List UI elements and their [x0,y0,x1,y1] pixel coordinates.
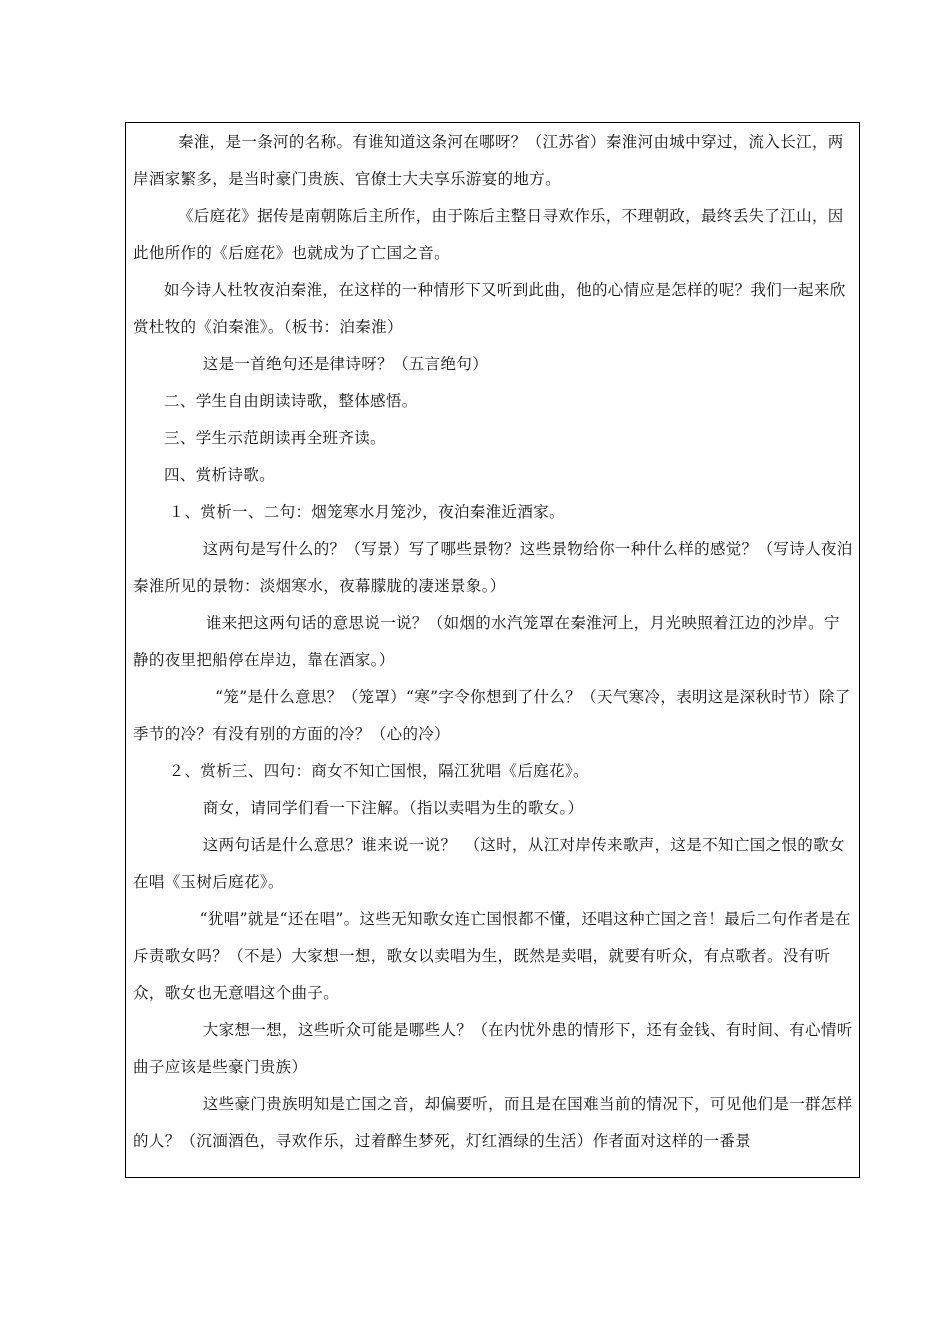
paragraph: 二、学生自由朗读诗歌，整体感悟。 [164,392,418,410]
paragraph: 商女，请同学们看一下注解。（指以卖唱为生的歌女。） [202,799,584,817]
paragraph: 这些豪门贵族明知是亡国之音，却偏要听，而且是在国难当前的情况下，可见他们是一群怎样的人？（沉湎酒色，寻欢作乐，过着醉生梦死，灯红酒绿的生活）作者面对这样的一番景 [133,1095,853,1150]
paragraph: 秦淮，是一条河的名称。有谁知道这条河在哪呀？（江苏省）秦淮河由城中穿过，流入长江，两岸酒家繁多，是当时豪门贵族、官僚士大夫享乐游宴的地方。 [133,133,844,188]
paragraph: 大家想一想，这些听众可能是哪些人？（在内忧外患的情形下，还有金钱、有时间、有心情听曲子应该是些豪门贵族） [133,1021,853,1076]
paragraph: 《后庭花》据传是南朝陈后主所作，由于陈后主整日寻欢作乐，不理朝政，最终丢失了江山，因此他所作的《后庭花》也就成为了亡国之音。 [133,207,844,262]
paragraph: 这两句话是什么意思？谁来说一说？ （这时，从江对岸传来歌声，这是不知亡国之恨的歌女在唱《玉树后庭花》。 [133,836,845,891]
paragraph: 如今诗人杜牧夜泊秦淮，在这样的一种情形下又听到此曲，他的心情应是怎样的呢？我们一起来欣赏杜牧的《泊秦淮》。（板书：泊秦淮） [133,281,846,336]
paragraph: “犹唱”就是“还在唱”。这些无知歌女连亡国恨都不懂，还唱这种亡国之音！最后二句作者是在斥责歌女吗？（不是）大家想一想，歌女以卖唱为生，既然是卖唱，就要有听众，有点歌者。没有听众，歌女也无意唱这个曲子。 [133,910,851,1002]
paragraph: 谁来把这两句话的意思说一说？（如烟的水汽笼罩在秦淮河上，月光映照着江边的沙岸。宁静的夜里把船停在岸边，靠在酒家。） [133,614,840,669]
paragraph: 三、学生示范朗读再全班齐读。 [164,429,386,447]
paragraph: １、赏析一、二句：烟笼寒水月笼沙，夜泊秦淮近酒家。 [168,503,565,521]
paragraph: 四、赏析诗歌。 [164,466,275,484]
paragraph: 这两句是写什么的？（写景）写了哪些景物？这些景物给你一种什么样的感觉？（写诗人夜泊秦淮所见的景物：淡烟寒水，夜幕朦胧的凄迷景象。） [133,540,853,595]
paragraph: 这是一首绝句还是律诗呀？（五言绝句） [202,355,489,373]
paragraph: “笼”是什么意思？（笼罩）“寒”字令你想到了什么？（天气寒冷，表明这是深秋时节）除了季节的冷？有没有别的方面的冷？（心的冷） [133,688,851,743]
lesson-text [133,124,855,1160]
paragraph: ２、赏析三、四句：商女不知亡国恨，隔江犹唱《后庭花》。 [168,762,589,780]
